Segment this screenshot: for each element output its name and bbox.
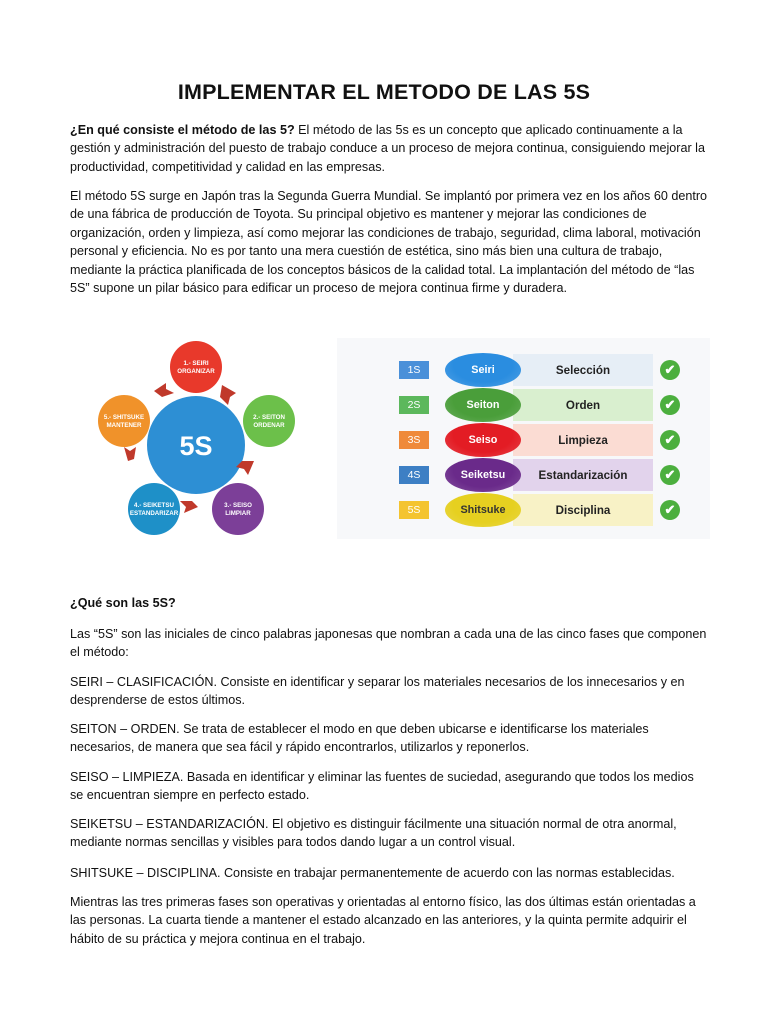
row-japanese-pill: Seiso [445, 423, 521, 457]
cycle-node-seiri [170, 341, 222, 393]
node-seiton-subtitle: ORDENAR [253, 422, 285, 429]
node-seiketsu-circle [128, 483, 180, 535]
five-s-cycle-diagram [70, 337, 324, 539]
cycle-node-seiso [212, 483, 264, 535]
arrow-1-2-icon [220, 385, 236, 405]
seiso-paragraph: SEISO – LIMPIEZA. Basada en identificar y eliminar las fuentes de suciedad, asegurando que todos los medios se encuentran siempre en perfecto estado. [70, 770, 694, 803]
intro-paragraph [70, 121, 710, 176]
table-row [337, 493, 710, 527]
node-shitsuke-circle [98, 395, 150, 447]
section-heading: ¿Qué son las 5S? [70, 596, 176, 610]
node-seiso-circle [212, 483, 264, 535]
node-seiso-subtitle: LIMPIAR [225, 510, 251, 517]
check-icon: ✔ [660, 395, 680, 415]
node-seiton-title: 2.- SEITON [253, 414, 285, 421]
table-row [337, 423, 710, 457]
check-icon: ✔ [660, 430, 680, 450]
row-japanese-pill: Seiton [445, 388, 521, 422]
five-s-table [337, 338, 710, 539]
node-shitsuke-title: 5.- SHITSUKE [103, 414, 145, 421]
arrow-4-5-icon [124, 447, 136, 461]
node-seiso-title: 3.- SEISO [224, 502, 252, 509]
row-number-badge: 5S [399, 501, 429, 519]
table-row [337, 388, 710, 422]
table-row [337, 353, 710, 387]
row-spanish-label: Limpieza [513, 424, 653, 456]
seiton-paragraph: SEITON – ORDEN. Se trata de establecer el modo en que deben ubicarse e identificarse los materiales necesarios, de manera que sea fácil y rápido encontrarlos, utilizarlos y reponerlos. [70, 722, 649, 755]
history-paragraph: El método 5S surge en Japón tras la Segunda Guerra Mundial. Se implantó por primera vez en los años 60 dentro de una fábrica de producción de Toyota. Su principal objetivo es mantener y mejorar las condiciones de organización, orden y limpieza, así como mejorar las condiciones de trabajo, seguridad, clima laboral, motivación personal y eficiencia. No es por tanto una mera cuestión de estética, sino más bien una cultura de trabajo, mediante la práctica planificada de los conceptos básicos de la calidad total. La implantación del método de “las 5S” supone un pilar básico para edificar un proceso de mejora continua firme y duradera. [70, 189, 708, 296]
row-spanish-label: Orden [513, 389, 653, 421]
intro-question: ¿En qué consiste el método de las 5? [70, 123, 295, 137]
row-japanese-pill: Seiri [445, 353, 521, 387]
node-seiri-circle [170, 341, 222, 393]
row-number-badge: 1S [399, 361, 429, 379]
row-spanish-label: Estandarización [513, 459, 653, 491]
intro-answer: El método de las 5s es un concepto que aplicado continuamente a la gestión y administración del puesto de trabajo conduce a un proceso de mejora continua, consiguiendo mejorar la productividad, competitividad y calidad en las empresas. [70, 123, 705, 174]
cycle-node-seiketsu [128, 483, 180, 535]
table-row [337, 458, 710, 492]
row-spanish-label: Disciplina [513, 494, 653, 526]
row-number-badge: 4S [399, 466, 429, 484]
arrow-3-4-icon [180, 501, 198, 513]
page-title: IMPLEMENTAR EL METODO DE LAS 5S [177, 80, 591, 104]
node-seiri-title: 1.- SEIRI [183, 360, 209, 367]
check-icon: ✔ [660, 360, 680, 380]
row-japanese-pill: Seiketsu [445, 458, 521, 492]
row-number-badge: 2S [399, 396, 429, 414]
node-seiri-subtitle: ORGANIZAR [177, 368, 215, 375]
seiri-paragraph: SEIRI – CLASIFICACIÓN. Consiste en identificar y separar los materiales necesarios de los innecesarios y en desprenderse de estos últimos. [70, 675, 685, 708]
cycle-node-seiton [243, 395, 295, 447]
node-shitsuke-subtitle: MANTENER [106, 422, 142, 429]
closing-paragraph: Mientras las tres primeras fases son operativas y orientadas al entorno físico, las dos últimas están orientadas a las personas. La cuarta tiende a mantener el estado alcanzado en las anteriores, y la quinta permite adquirir el hábito de su práctica y mejora continua en el trabajo. [70, 895, 696, 946]
cycle-node-shitsuke [98, 395, 150, 447]
arrow-5-1-icon [154, 383, 174, 397]
node-seiton-circle [243, 395, 295, 447]
node-seiketsu-subtitle: ESTANDARIZAR [129, 510, 179, 517]
shitsuke-paragraph: SHITSUKE – DISCIPLINA. Consiste en trabajar permanentemente de acuerdo con las normas establecidas. [70, 866, 675, 880]
cycle-center-label: 5S [179, 431, 213, 461]
check-icon: ✔ [660, 500, 680, 520]
row-spanish-label: Selección [513, 354, 653, 386]
row-number-badge: 3S [399, 431, 429, 449]
row-japanese-pill: Shitsuke [445, 493, 521, 527]
check-icon: ✔ [660, 465, 680, 485]
definition-paragraph: Las “5S” son las iniciales de cinco palabras japonesas que nombran a cada una de las cinco fases que componen el método: [70, 627, 707, 660]
seiketsu-paragraph: SEIKETSU – ESTANDARIZACIÓN. El objetivo es distinguir fácilmente una situación normal de otra anormal, mediante normas sencillas y visibles para todos dando lugar a un control visual. [70, 817, 677, 850]
node-seiketsu-title: 4.- SEIKETSU [134, 502, 174, 509]
